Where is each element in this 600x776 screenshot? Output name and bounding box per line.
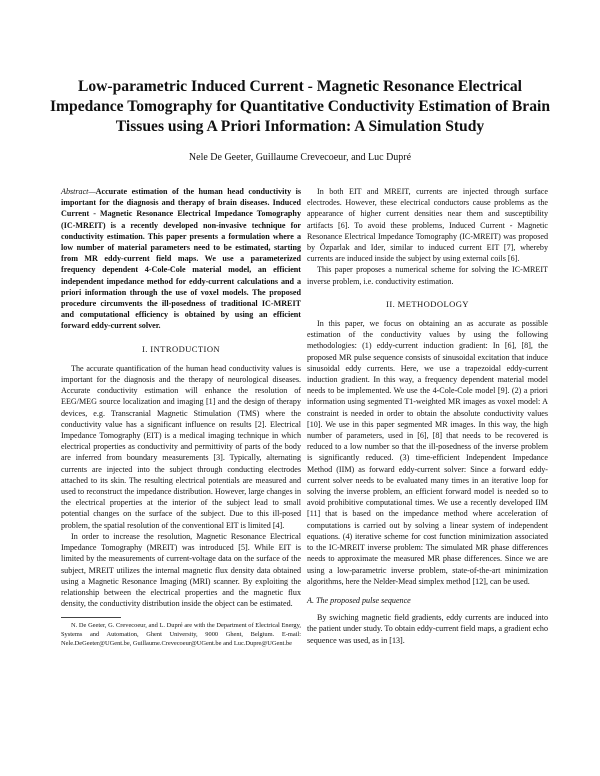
intro-paragraph-3: In both EIT and MREIT, currents are injected through surface electrodes. However, these electrical conductors cause problems as the appearance of higher current densities near them and susceptibility artifacts [6]. To avoid these problems, Induced Current - Magnetic Resonance Electrical Impedance Tomography (IC-MREIT) was proposed by Özparlak and Ider, similar to induced current EIT [7], whereby currents are induced inside the subject by using external coils [6]. (307, 187, 548, 264)
section-heading-introduction: I. INTRODUCTION (141, 343, 221, 354)
paper-title: Low-parametric Induced Current - Magnetic Resonance Electrical Impedance Tomography for Quantitative Conductivity Estimation of Brain Tissues using A Priori Information: A Simulation Study (49, 78, 551, 135)
author-list: Nele De Geeter, Guillaume Crevecoeur, and Luc Dupré (188, 152, 412, 163)
intro-paragraph-2: In order to increase the resolution, Magnetic Resonance Electrical Impedance Tomography (MREIT) was introduced [5]. While EIT is limited by the measurements of current-voltage data on the surface of the subject, MREIT utilizes the internal magnetic flux density data obtained using a Magnetic Resonance Imaging (MRI) scanner. By exploiting the relationship between the electrical properties and the magnetic flux density, the conductivity distribution inside the object can be estimated. (61, 531, 301, 609)
right-column (307, 186, 548, 646)
abstract-label: Abstract (61, 187, 89, 196)
left-column (61, 186, 301, 648)
intro-paragraph-4: This paper proposes a numerical scheme for solving the IC-MREIT inverse problem, i.e. conductivity estimation. (307, 265, 548, 286)
abstract: Abstract—Accurate estimation of the human head conductivity is important for the diagnosis and therapy of brain diseases. Induced Current - Magnetic Resonance Electrical Impedance Tomography (IC-MREIT) is a recently developed non-invasive technique for conductivity estimation. This paper presents a formulation where a low number of material parameters need to be estimated, starting from MR eddy-current field maps. We use a parameterized frequency dependent 4-Cole-Cole material model, an efficient independent impedance method for eddy-current calculations and a priori information through the use of voxel models. The proposed procedure circumvents the ill-posedness of traditional IC-MREIT and computational efficiency is obtained by using an efficient forward eddy-current solver. (61, 187, 301, 331)
pulse-sequence-paragraph: By swiching magnetic field gradients, eddy currents are induced into the patient under study. To obtain eddy-current field maps, a gradient echo sequence was used, as in [13]. (307, 613, 548, 645)
subsection-heading-pulse-sequence: A. The proposed pulse sequence (307, 595, 411, 605)
section-heading-methodology: II. METHODOLOGY (386, 298, 469, 309)
author-affiliation-footnote: N. De Geeter, G. Crevecoeur, and L. Dupré are with the Department of Electrical Energy, Systems and Automation, Ghent University, 9000 Ghent, Belgium. E-mail: Nele.DeGeeter@UGent.be, Guillaume.Crevecoeur@UGent.be and Luc.Dupre@UGent.be (61, 622, 301, 647)
footnote-divider (61, 617, 121, 618)
intro-paragraph-1: The accurate quantification of the human head conductivity values is important for the diagnosis and the therapy of neurological diseases. Accurate conductivity estimation will enhance the resolution of EEG/MEG source localization and imaging [1] and the design of therapy devices, e.g. Transcranial Magnetic Stimulation (TMS) where the conductivity value has a significant influence on results [2]. Electrical Impedance Tomography (EIT) is a medical imaging technique in which electrical properties as conductivity and permittivity of parts of the body are inferred from boundary measurements [3]. Typically, alternating currents are injected into the subject through conducting electrodes attached to its skin. The resulting electrical potentials are measured and used to reconstruct the impedance distribution. However, large changes in the electrical properties at the interior of the subject lead to small potential changes on the surface of the subject. Due to this ill-posed problem, the spatial resolution of the conventional EIT is limited [4]. (61, 363, 301, 530)
methodology-paragraph: In this paper, we focus on obtaining an as accurate as possible estimation of the conductivity values by using the following methodologies: (1) eddy-current induction gradient: In [6], [8], the proposed MR pulse sequence consists of sinusoidal excitation that induce sinusoidal eddy currents. Here, we use a trapezoidal eddy-current induction gradient. In this way, a frequency dependent material model needs to be implemented. We use the 4-Cole-Cole model [9]. (2) a priori information using segmented T1-weighted MR images as voxel model: A constraint is needed in order to obtain the absolute conductivity values [10]. We use in this paper segmented MR images. In this way, the high number of parameters, used in [6], [8] that needs to be recovered is reduced to a low number so that the ill-posedness of the inverse problem is significantly reduced. (3) time-efficient Independent Impedance Method (IIM) as forward eddy-current solver: Since a forward eddy-current solver needs to be evaluated many times in an iterative loop for solving the inverse problem, an efficient forward model is needed so to avoid prohibitive computational times. We use a recently developed IIM [11] that is based on the impedance method where acceleration of computations is carried out by solving a linear system of independent equations. (4) iterative scheme for cost function minimization associated to the IC-MREIT inverse problem: The simulated MR phase differences needs to approximate the measured MR phase differences. Since we are using a low-parametric inverse problem, state-of-the-art minimization algorithms, here the Nelder-Mead simplex method [12], can be used. (307, 319, 548, 586)
abstract-text: Accurate estimation of the human head conductivity is important for the diagnosis and therapy of brain diseases. Induced Current - Magnetic Resonance Electrical Impedance Tomography (IC-MREIT) is a recently developed non-invasive technique for conductivity estimation. This paper presents a formulation where a low number of material parameters need to be estimated, starting from MR eddy-current field maps. We use a parameterized frequency dependent 4-Cole-Cole material model, an efficient independent impedance method for eddy-current calculations and a priori information through the use of voxel models. The proposed procedure circumvents the ill-posedness of traditional IC-MREIT and computational efficiency is obtained by using an efficient forward eddy-current solver. (61, 187, 301, 331)
